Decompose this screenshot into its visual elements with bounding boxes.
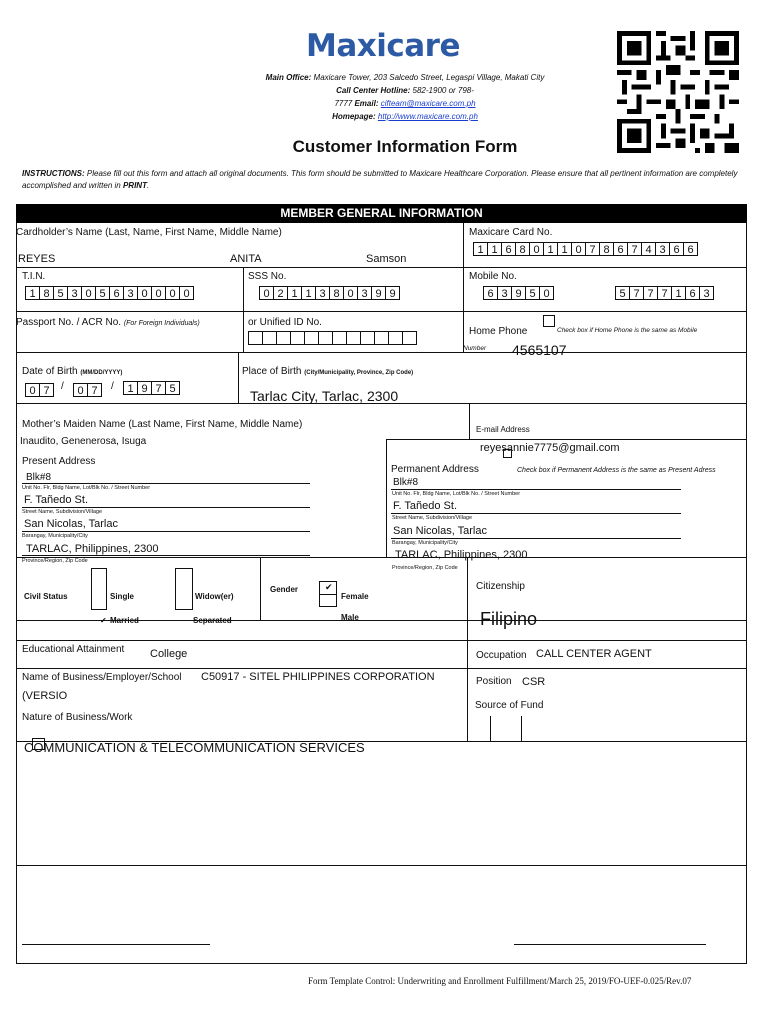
input-underline [22, 555, 310, 556]
email-checkbox[interactable] [503, 449, 512, 458]
dob-day-boxes[interactable]: 0 7 [74, 383, 102, 397]
form-template-control: Form Template Control: Underwriting and Enrollment Fulfillment/March 25, 2019/FO-UEF-0.025/Rev.07 [308, 976, 692, 986]
fund-divider [490, 716, 491, 742]
education-value[interactable]: College [150, 648, 188, 660]
col-divider [238, 352, 239, 403]
email-line: 7777 Email: cifteam@maxicare.com.ph [334, 99, 476, 108]
cardholder-last[interactable]: REYES [18, 253, 56, 265]
checkbox-divider [319, 594, 337, 595]
email-link[interactable]: cifteam@maxicare.com.ph [380, 99, 476, 108]
row-divider [16, 865, 747, 866]
single-label: Single [110, 592, 135, 601]
separated-label: Separated [193, 616, 232, 625]
input-underline [22, 507, 310, 508]
maiden-value[interactable]: Inaudito, Genenerosa, Isuga [20, 436, 147, 447]
female-label: Female [341, 592, 369, 601]
widow-label: Widow(er) [195, 592, 234, 601]
occupation-value[interactable]: CALL CENTER AGENT [536, 648, 652, 660]
present-label: Present Address [22, 456, 96, 467]
input-underline [391, 489, 681, 490]
education-label: Educational Attainment [22, 644, 125, 655]
hotline: Call Center Hotline: 582-1900 or 798- [336, 86, 474, 95]
present-line3[interactable]: San Nicolas, Tarlac [24, 518, 118, 530]
row-divider [16, 640, 747, 641]
widow-checkbox[interactable] [175, 568, 193, 610]
row-divider [386, 439, 747, 440]
permanent-line3[interactable]: San Nicolas, Tarlac [393, 525, 487, 537]
dob-slash: / [111, 381, 114, 392]
sss-boxes[interactable]: 0 2 1 1 3 8 0 3 9 9 [260, 286, 400, 300]
input-underline [391, 513, 681, 514]
tin-boxes[interactable]: 1 8 5 3 0 5 6 3 0 0 0 0 [26, 286, 194, 300]
email-value[interactable]: reyesannie7775@gmail.com [480, 442, 620, 454]
umid-label: or Unified ID No. [248, 317, 322, 328]
email-label: E-mail Address [476, 425, 530, 434]
permanent-cap4: Province/Region, Zip Code [392, 565, 458, 571]
single-checkbox[interactable] [91, 568, 107, 610]
row-divider [463, 311, 747, 312]
permanent-cap2: Street Name, Subdivision/Village [392, 515, 472, 521]
home-phone-label: Home Phone [469, 326, 528, 337]
col-divider [386, 439, 387, 557]
cardholder-middle[interactable]: Samson [366, 253, 407, 265]
same-as-mobile-checkbox[interactable] [543, 315, 555, 327]
citizenship-value[interactable]: Filipino [480, 609, 538, 629]
dob-year-boxes[interactable]: 1 9 7 5 [124, 381, 180, 395]
present-line1[interactable]: Blk#8 [26, 472, 52, 483]
present-cap2: Street Name, Subdivision/Village [22, 509, 102, 515]
civil-status-label: Civil Status [24, 592, 68, 601]
form-title: Customer Information Form [292, 137, 518, 156]
col-divider [469, 403, 470, 439]
mobile-label: Mobile No. [469, 271, 517, 282]
row-divider [16, 352, 747, 353]
married-label: Married [110, 616, 139, 625]
permanent-line4[interactable]: TARLAC, Philippines, 2300 [395, 549, 528, 561]
sss-label: SSS No. [248, 271, 287, 282]
col-divider [243, 267, 244, 352]
permanent-line1[interactable]: Blk#8 [393, 477, 419, 488]
mobile-prefix-boxes[interactable]: 6 3 9 5 0 [484, 286, 554, 300]
row-divider [16, 557, 747, 558]
nature-value[interactable]: COMMUNICATION & TELECOMMUNICATION SERVICES [24, 740, 365, 755]
dob-label: Date of Birth (MM/DD/YYYY) [22, 366, 123, 377]
present-line4[interactable]: TARLAC, Philippines, 2300 [26, 543, 159, 555]
cardholder-label: Cardholder’s Name (Last, Name, First Name, Middle Name) [16, 227, 282, 238]
present-cap3: Barangay, Municipality/City [22, 533, 88, 539]
date-line [514, 944, 706, 945]
home-phone-value[interactable]: 4565107 [512, 342, 567, 358]
dob-slash: / [61, 381, 64, 392]
pob-label: Place of Birth (City/Municipality, Province, Zip Code) [242, 366, 414, 377]
col-divider [260, 557, 261, 620]
present-cap1: Unit No. Flr, Bldg Name, Lot/Blk No. / Street Number [22, 485, 151, 491]
married-check: ✔ [100, 616, 107, 625]
col-divider [463, 223, 464, 353]
input-underline [22, 531, 310, 532]
home-phone-note-2: Number [463, 345, 487, 352]
section-header: MEMBER GENERAL INFORMATION [16, 204, 747, 223]
present-cap4: Province/Region, Zip Code [22, 558, 88, 564]
home-phone-note: Check box if Home Phone is the same as Mobile [557, 327, 698, 334]
homepage-line: Homepage: http://www.maxicare.com.ph [332, 112, 478, 121]
tin-label: T.I.N. [22, 271, 46, 282]
cardholder-first[interactable]: ANITA [230, 253, 262, 265]
row-divider [16, 668, 747, 669]
permanent-label: Permanent Address [391, 464, 479, 475]
signature-line [22, 944, 210, 945]
passport-label: Passport No. / ACR No. (For Foreign Individuals) [16, 317, 200, 328]
female-check: ✔ [325, 582, 333, 592]
employer-label: Name of Business/Employer/School [22, 672, 182, 683]
employer-value-2[interactable]: (VERSIO [22, 690, 68, 702]
row-divider [16, 267, 747, 268]
citizenship-label: Citizenship [476, 581, 525, 592]
maxicare-logo: Maxicare [306, 28, 460, 64]
qr-code-icon [617, 30, 739, 154]
source-fund-label: Source of Fund [475, 700, 544, 711]
card-no-label: Maxicare Card No. [469, 227, 553, 238]
row-divider [16, 311, 463, 312]
mobile-number-boxes[interactable]: 5 7 7 7 1 6 3 [616, 286, 714, 300]
instructions: INSTRUCTIONS: Please fill out this form and attach all original documents. This form should be submitted to Maxicare Healthcare Corporation. Please ensure that all pertinent information are completely accomplished and written in PRINT. [22, 169, 738, 190]
position-label: Position [476, 676, 512, 687]
col-divider [467, 557, 468, 741]
permanent-line2[interactable]: F. Tañedo St. [393, 500, 458, 512]
maiden-label: Mother’s Maiden Name (Last Name, First Name, Middle Name) [22, 419, 303, 430]
input-underline [391, 538, 681, 539]
male-label: Male [341, 613, 359, 622]
permanent-cap1: Unit No. Flr, Bldg Name, Lot/Blk No. / Street Number [392, 491, 521, 497]
employer-value[interactable]: C50917 - SITEL PHILIPPINES CORPORATION [201, 671, 435, 683]
permanent-note: Check box if Permanent Address is the same as Present Adress [517, 467, 716, 474]
present-line2[interactable]: F. Tañedo St. [24, 494, 89, 506]
permanent-cap3: Barangay, Municipality/City [392, 540, 458, 546]
gender-label: Gender [270, 585, 299, 594]
office-address: Main Office: Maxicare Tower, 203 Salcedo Street, Legaspi Village, Makati City [265, 73, 545, 82]
pob-value[interactable]: Tarlac City, Tarlac, 2300 [250, 388, 399, 404]
homepage-link[interactable]: http://www.maxicare.com.ph [377, 112, 478, 121]
input-underline [22, 483, 310, 484]
umid-boxes[interactable] [249, 331, 417, 345]
card-no-boxes[interactable]: 1 1 6 8 0 1 1 0 7 8 6 7 4 3 6 6 [474, 242, 698, 256]
occupation-label: Occupation [476, 650, 527, 661]
fund-divider [521, 716, 522, 742]
nature-label: Nature of Business/Work [22, 712, 133, 723]
dob-month-boxes[interactable]: 0 7 [26, 383, 54, 397]
position-value[interactable]: CSR [522, 676, 546, 688]
